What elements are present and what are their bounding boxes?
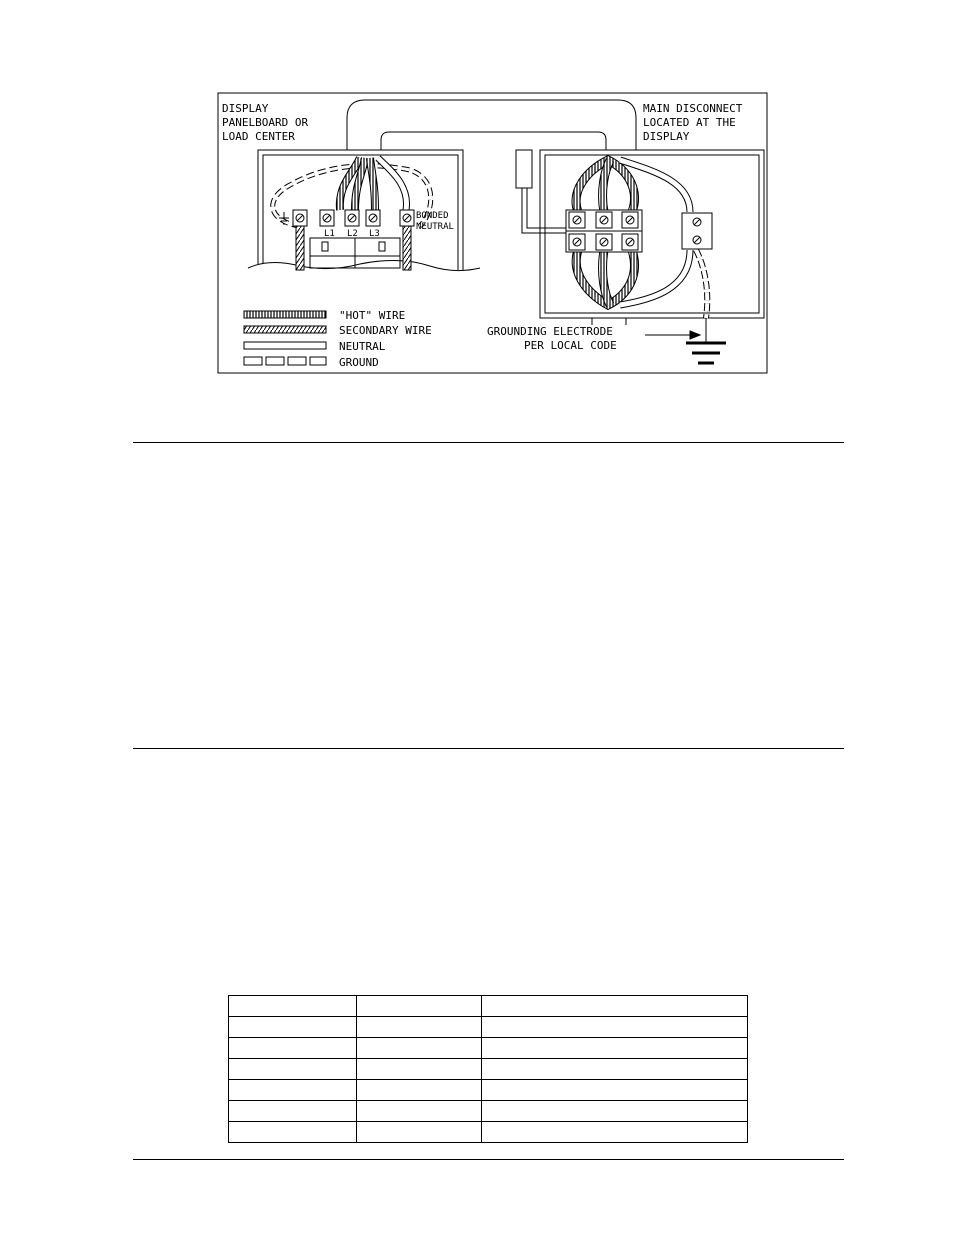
legend-hot: "HOT" WIRE — [339, 309, 406, 322]
main-disconnect — [516, 150, 764, 325]
terminal-l1: L1 — [324, 229, 335, 239]
bonded-neutral-1: BONDED — [416, 211, 449, 221]
table-cell — [229, 1122, 357, 1143]
grounding-electrode-label-2: PER LOCAL CODE — [524, 339, 617, 352]
legend — [244, 309, 432, 369]
table-cell — [357, 1122, 482, 1143]
legend-ground: GROUND — [339, 356, 379, 369]
empty-table — [228, 995, 748, 1143]
table-cell — [357, 1038, 482, 1059]
divider-2 — [133, 748, 844, 749]
table-cell — [357, 1059, 482, 1080]
table-cell — [229, 1080, 357, 1101]
bonded-neutral-2: NEUTRAL — [416, 222, 454, 232]
table-row — [229, 1122, 748, 1143]
wiring-diagram — [0, 0, 954, 400]
table-cell — [229, 1101, 357, 1122]
panel-label-1: DISPLAY — [222, 102, 269, 115]
table-row — [229, 1038, 748, 1059]
terminal-l2: L2 — [347, 229, 358, 239]
table-row — [229, 1017, 748, 1038]
panelboard — [248, 150, 480, 271]
table-cell — [229, 1059, 357, 1080]
table-cell — [357, 1017, 482, 1038]
table-cell — [357, 1101, 482, 1122]
table-cell — [482, 1059, 748, 1080]
table-cell — [482, 1101, 748, 1122]
table-row — [229, 1059, 748, 1080]
panel-label-2: PANELBOARD OR — [222, 116, 309, 129]
grounding-electrode — [645, 318, 726, 363]
divider-3 — [133, 1159, 844, 1160]
panel-label-3: LOAD CENTER — [222, 130, 295, 143]
table-cell — [482, 1017, 748, 1038]
table-row — [229, 996, 748, 1017]
table-cell — [357, 1080, 482, 1101]
table-cell — [229, 1017, 357, 1038]
conduit — [347, 100, 636, 150]
table-cell — [229, 996, 357, 1017]
table-cell — [229, 1038, 357, 1059]
divider-1 — [133, 442, 844, 443]
terminal-l3: L3 — [369, 229, 380, 239]
table-cell — [482, 1122, 748, 1143]
legend-secondary: SECONDARY WIRE — [339, 324, 432, 337]
table-row — [229, 1080, 748, 1101]
disconnect-label-1: MAIN DISCONNECT — [643, 102, 743, 115]
table-cell — [482, 1080, 748, 1101]
table-cell — [482, 1038, 748, 1059]
disconnect-label-3: DISPLAY — [643, 130, 690, 143]
table-row — [229, 1101, 748, 1122]
legend-neutral: NEUTRAL — [339, 340, 386, 353]
disconnect-label-2: LOCATED AT THE — [643, 116, 736, 129]
table-cell — [482, 996, 748, 1017]
table-cell — [357, 996, 482, 1017]
grounding-electrode-label-1: GROUNDING ELECTRODE — [487, 325, 613, 338]
